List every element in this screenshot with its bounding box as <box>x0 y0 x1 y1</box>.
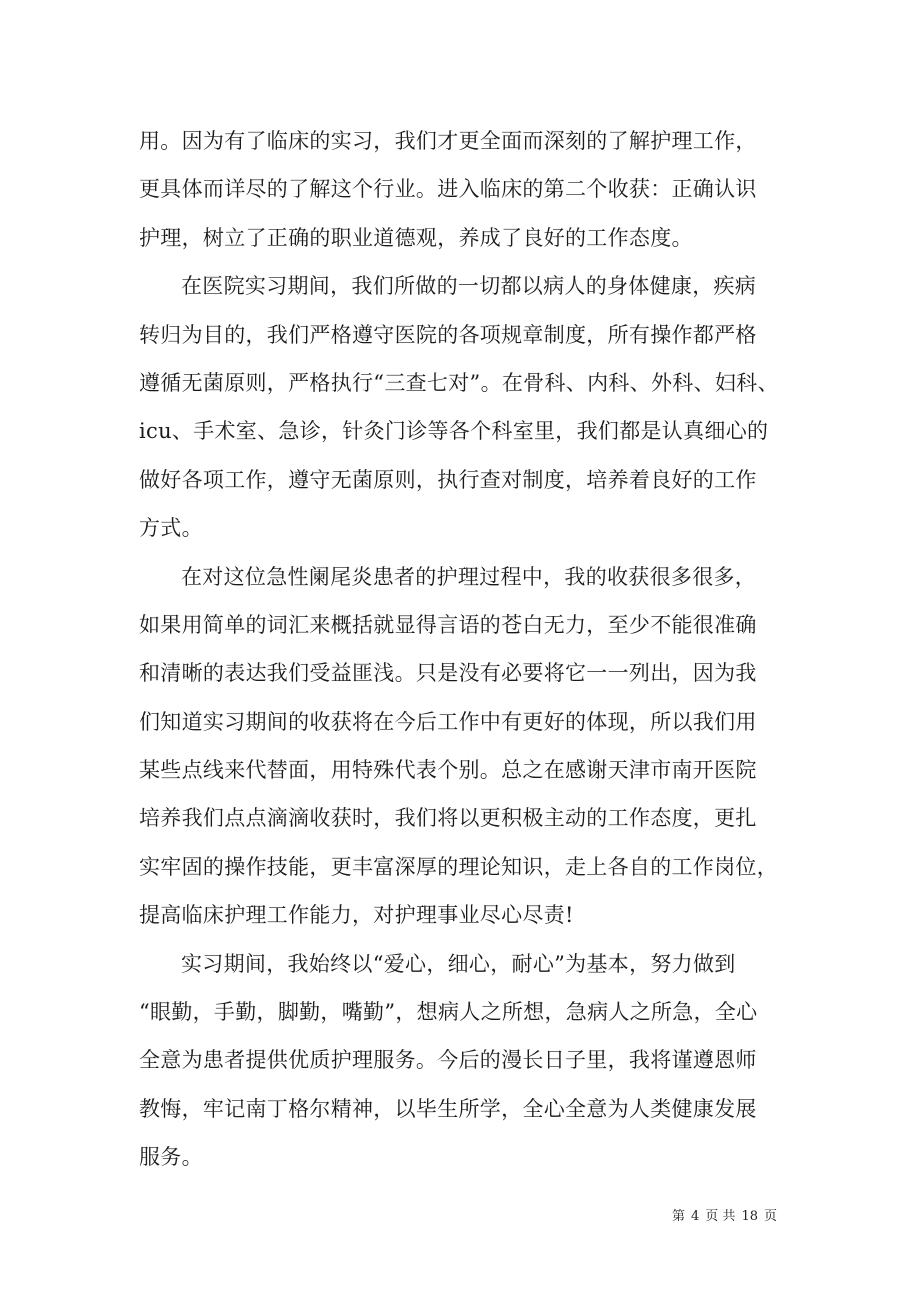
footer-suffix: 页 <box>763 1209 777 1224</box>
text-line: 提高临床护理工作能力，对护理事业尽心尽责! <box>139 903 574 928</box>
text-line: 转归为目的，我们严格遵守医院的各项规章制度，所有操作都严格 <box>139 322 757 347</box>
text-line: 实牢固的操作技能，更丰富深厚的理论知识，走上各自的工作岗位， <box>139 854 778 879</box>
text-line: 方式。 <box>139 516 203 541</box>
page-footer <box>0 1205 780 1224</box>
text-line: 实习期间，我始终以“爱心，细心，耐心”为基本，努力做到 <box>181 951 736 976</box>
text-line: 护理，树立了正确的职业道德观，养成了良好的工作态度。 <box>139 225 693 250</box>
text-line: 用。因为有了临床的实习，我们才更全面而深刻的了解护理工作， <box>139 129 757 153</box>
text-line: 服务。 <box>139 1145 203 1170</box>
text-line: 做好各项工作，遵守无菌原则，执行查对制度，培养着良好的工作 <box>139 467 757 492</box>
text-line: 某些点线来代替面，用特殊代表个别。总之在感谢天津市南开医院 <box>139 758 757 783</box>
text-line: 们知道实习期间的收获将在今后工作中有更好的体现，所以我们用 <box>139 709 757 734</box>
text-line: 和清晰的表达我们受益匪浅。只是没有必要将它一一列出，因为我 <box>139 661 757 686</box>
text-line: 全意为患者提供优质护理服务。今后的漫长日子里，我将谨遵恩师 <box>139 1048 757 1073</box>
text-line: 在对这位急性阑尾炎患者的护理过程中，我的收获很多很多， <box>181 564 757 589</box>
text-line: icu、手术室、急诊，针灸门诊等各个科室里，我们都是认真细心的 <box>139 419 769 444</box>
text-line: 教悔，牢记南丁格尔精神，以毕生所学，全心全意为人类健康发展 <box>139 1096 757 1121</box>
footer-prefix: 第 <box>672 1209 686 1224</box>
text-line: “眼勤，手勤，脚勤，嘴勤”，想病人之所想，急病人之所急，全心 <box>139 1000 758 1025</box>
current-page-number: 4 <box>691 1209 700 1224</box>
text-line: 遵循无菌原则，严格执行“三查七对”。在骨科、内科、外科、妇科、 <box>139 370 779 395</box>
text-line: 更具体而详尽的了解这个行业。进入临床的第二个收获：正确认识 <box>139 177 757 202</box>
document-body <box>139 117 799 1182</box>
text-line: 在医院实习期间，我们所做的一切都以病人的身体健康，疾病 <box>181 274 757 299</box>
text-line: 如果用简单的词汇来概括就显得言语的苍白无力，至少不能很准确 <box>139 612 757 637</box>
footer-middle: 页 共 <box>705 1209 736 1224</box>
total-page-count: 18 <box>741 1209 758 1224</box>
text-line: 培养我们点点滴滴收获时，我们将以更积极主动的工作态度，更扎 <box>139 806 757 831</box>
